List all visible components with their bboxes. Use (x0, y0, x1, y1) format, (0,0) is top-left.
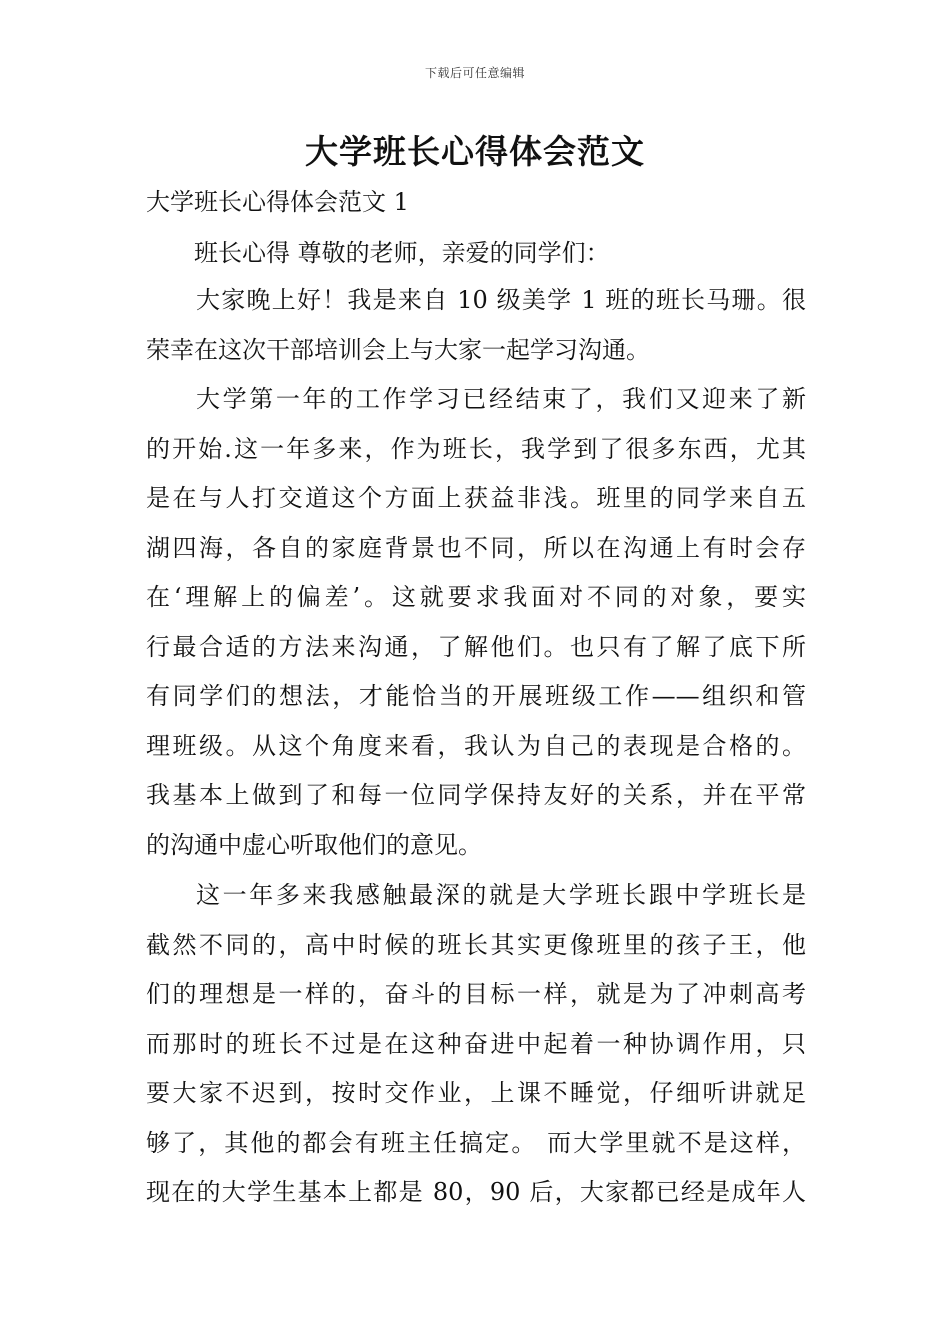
paragraph-line: 是在与人打交道这个方面上获益非浅。班里的同学来自五 (146, 484, 806, 512)
paragraph-line: 大家晚上好！我是来自 10 级美学 1 班的班长马珊。很 (196, 286, 806, 314)
document-subtitle: 大学班长心得体会范文 1 (146, 188, 409, 216)
paragraph-line: 现在的大学生基本上都是 80，90 后，大家都已经是成年人 (146, 1178, 806, 1206)
paragraph-line: 而那时的班长不过是在这种奋进中起着一种协调作用，只 (146, 1029, 806, 1058)
paragraph-line: 们的理想是一样的，奋斗的目标一样，就是为了冲刺高考 (146, 980, 806, 1008)
salutation-line: 班长心得 尊敬的老师，亲爱的同学们： (194, 239, 610, 267)
paragraph-line: 够了，其他的都会有班主任搞定。 而大学里就不是这样， (146, 1128, 806, 1157)
paragraph-line: 这一年多来我感触最深的就是大学班长跟中学班长是 (196, 881, 806, 909)
paragraph-3 (146, 871, 806, 1218)
paragraph-2 (146, 375, 806, 870)
paragraph-line: 有同学们的想法，才能恰当的开展班级工作——组织和管 (146, 682, 806, 710)
document-title: 大学班长心得体会范文 (305, 132, 645, 171)
paragraph-line: 理班级。从这个角度来看，我认为自己的表现是合格的。 (146, 731, 806, 760)
paragraph-line: 在‘理解上的偏差’。这就要求我面对不同的对象，要实 (146, 583, 806, 611)
paragraph-1 (146, 276, 806, 375)
paragraph-line: 荣幸在这次干部培训会上与大家一起学习沟通。 (146, 335, 650, 364)
paragraph-line: 大学第一年的工作学习已经结束了，我们又迎来了新 (196, 385, 806, 413)
paragraph-line: 要大家不迟到，按时交作业，上课不睡觉，仔细听讲就足 (146, 1079, 806, 1107)
paragraph-line: 的沟通中虚心听取他们的意见。 (146, 830, 482, 859)
paragraph-line: 行最合适的方法来沟通，了解他们。也只有了解了底下所 (146, 632, 806, 661)
header-note: 下载后可任意编辑 (424, 66, 525, 80)
paragraph-line: 截然不同的，高中时候的班长其实更像班里的孩子王，他 (146, 930, 806, 959)
paragraph-line: 湖四海，各自的家庭背景也不同，所以在沟通上有时会存 (146, 533, 806, 562)
paragraph-line: 的开始.这一年多来，作为班长，我学到了很多东西，尤其 (146, 434, 806, 463)
paragraph-line: 我基本上做到了和每一位同学保持友好的关系，并在平常 (146, 781, 806, 809)
